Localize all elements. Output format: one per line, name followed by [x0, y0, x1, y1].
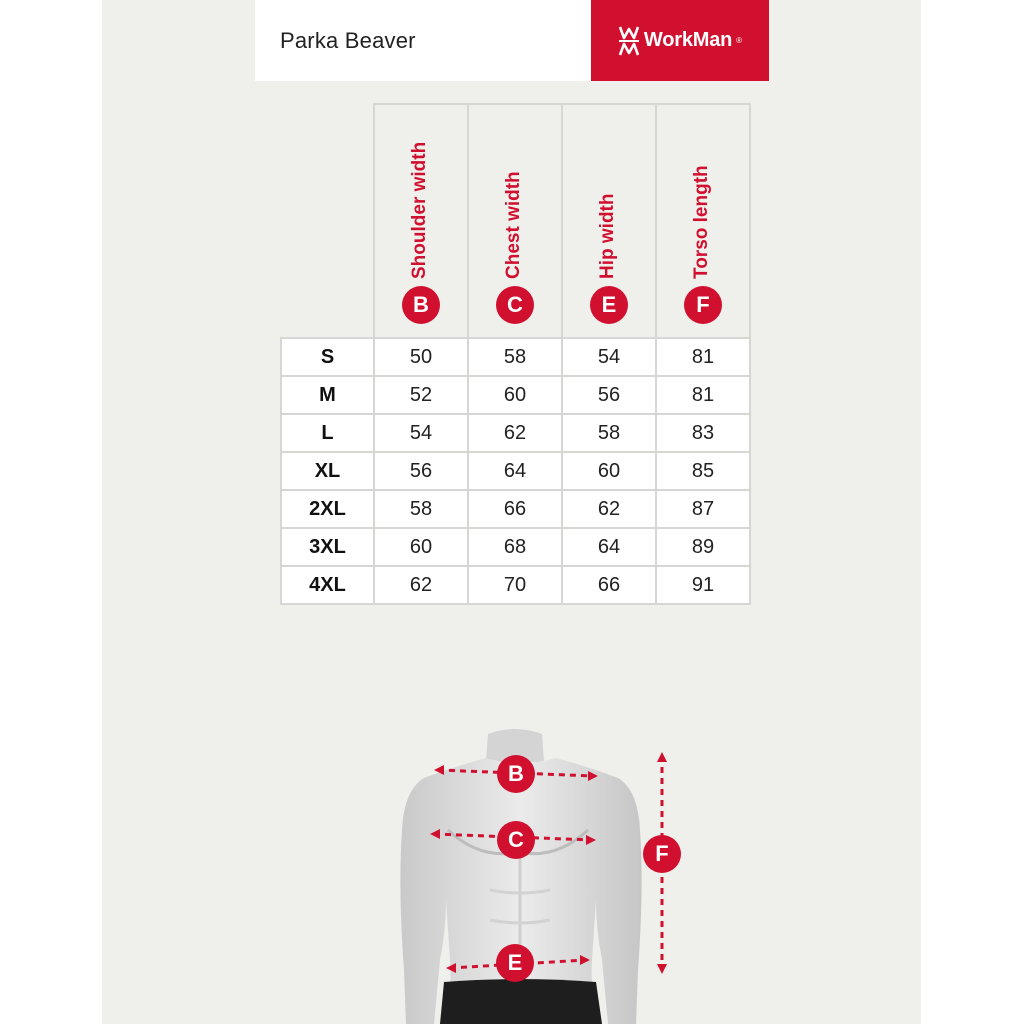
figure-badge-c: C: [497, 821, 535, 859]
table-cell: 62: [374, 566, 468, 604]
table-cell: 54: [374, 414, 468, 452]
size-label: L: [281, 414, 374, 452]
badge-f: F: [684, 286, 722, 324]
header-row: [281, 104, 750, 338]
workman-logo-icon: [618, 24, 640, 58]
product-title: Parka Beaver: [280, 27, 416, 53]
table-row: [281, 414, 750, 452]
size-chart-table: [280, 103, 751, 605]
table-cell: 56: [562, 376, 656, 414]
size-label: XL: [281, 452, 374, 490]
table-cell: 62: [562, 490, 656, 528]
table-corner: [281, 104, 374, 338]
column-label: Hip width: [597, 193, 618, 279]
table-cell: 64: [468, 452, 562, 490]
table-cell: 62: [468, 414, 562, 452]
table-cell: 85: [656, 452, 750, 490]
column-label: Torso length: [691, 165, 712, 279]
table-cell: 83: [656, 414, 750, 452]
badge-e: E: [590, 286, 628, 324]
size-label: 3XL: [281, 528, 374, 566]
figure-badge-e: E: [496, 944, 534, 982]
column-header-shoulder: [374, 104, 468, 338]
header-bar: [255, 0, 769, 81]
table-cell: 56: [374, 452, 468, 490]
badge-b: B: [402, 286, 440, 324]
table-cell: 58: [374, 490, 468, 528]
column-header-torso: [656, 104, 750, 338]
size-label: 2XL: [281, 490, 374, 528]
table-cell: 81: [656, 338, 750, 376]
table-cell: 58: [562, 414, 656, 452]
table-row: [281, 490, 750, 528]
figure-badge-b: B: [497, 755, 535, 793]
table-cell: 60: [374, 528, 468, 566]
column-header-hip: [562, 104, 656, 338]
table-row: [281, 528, 750, 566]
registered-mark: ®: [736, 36, 743, 45]
table-cell: 68: [468, 528, 562, 566]
size-label: 4XL: [281, 566, 374, 604]
table-row: [281, 566, 750, 604]
table-cell: 87: [656, 490, 750, 528]
table-cell: 81: [656, 376, 750, 414]
table-cell: 60: [468, 376, 562, 414]
brand-logo: [591, 0, 769, 81]
size-label: M: [281, 376, 374, 414]
table-cell: 66: [468, 490, 562, 528]
table-cell: 52: [374, 376, 468, 414]
table-row: [281, 376, 750, 414]
table-cell: 58: [468, 338, 562, 376]
table-cell: 50: [374, 338, 468, 376]
brand-name: WorkMan: [643, 29, 733, 51]
size-label: S: [281, 338, 374, 376]
table-cell: 91: [656, 566, 750, 604]
column-label: Shoulder width: [409, 141, 430, 279]
table-cell: 54: [562, 338, 656, 376]
table-row: [281, 452, 750, 490]
table-cell: 64: [562, 528, 656, 566]
table-row: [281, 338, 750, 376]
table-cell: 60: [562, 452, 656, 490]
table-cell: 70: [468, 566, 562, 604]
badge-c: C: [496, 286, 534, 324]
column-header-chest: [468, 104, 562, 338]
figure-badge-f: F: [643, 835, 681, 873]
column-label: Chest width: [503, 171, 524, 279]
measurement-figure: [390, 720, 710, 1024]
table-cell: 66: [562, 566, 656, 604]
table-cell: 89: [656, 528, 750, 566]
